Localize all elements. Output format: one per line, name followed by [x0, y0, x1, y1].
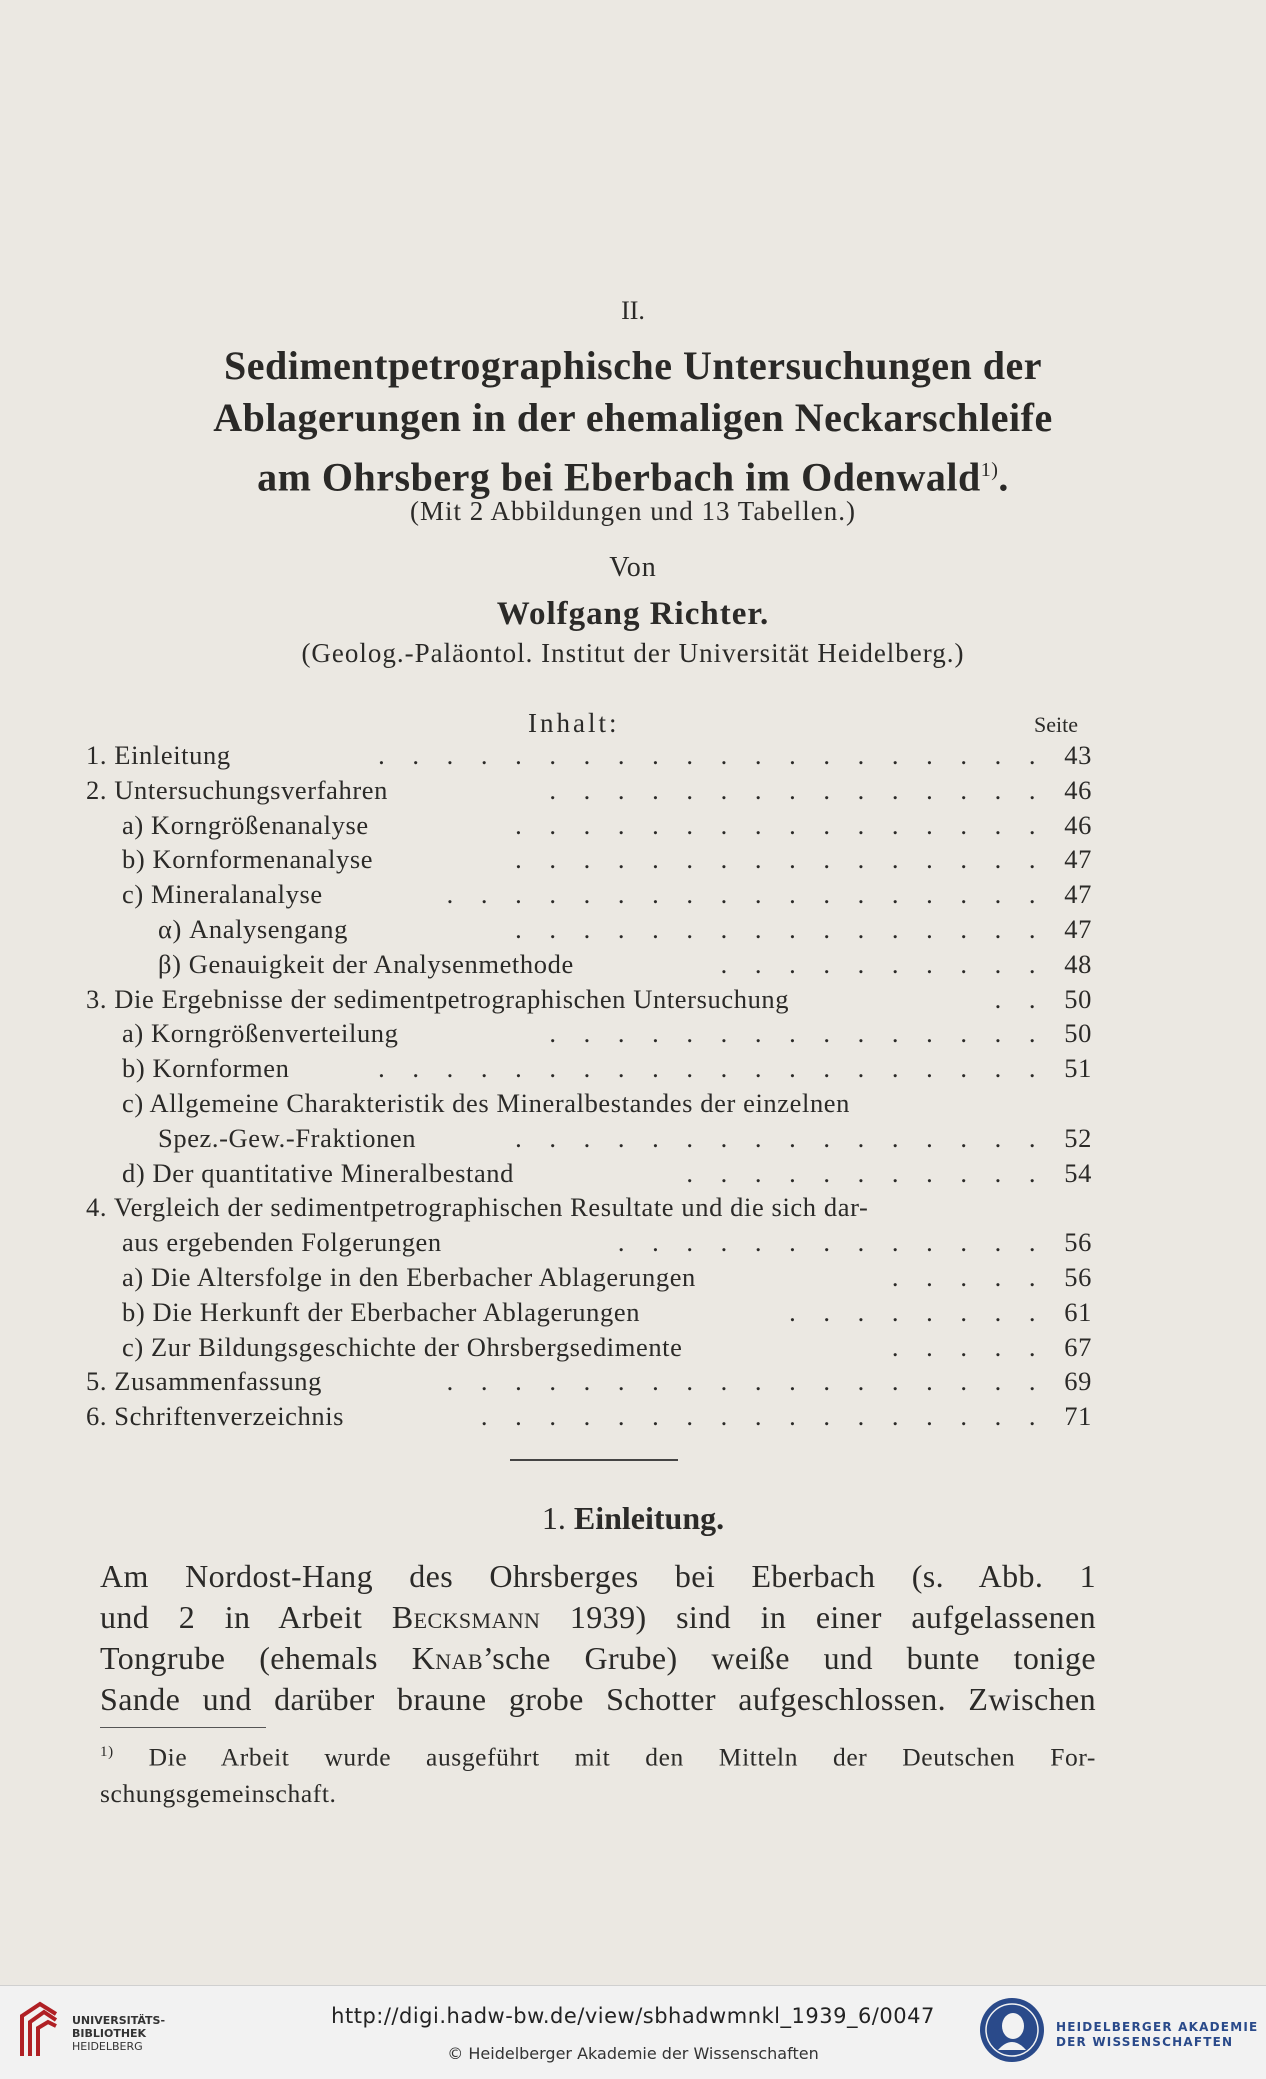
academy-name: [1056, 2020, 1258, 2050]
viewer-footer: [0, 1985, 1266, 2079]
toc-row: [86, 1225, 1092, 1260]
footnote: [100, 1734, 1096, 1812]
toc-entry-label: 5. Zusammenfassung: [86, 1366, 323, 1397]
footnote-rule: [100, 1727, 266, 1728]
section-divider: [510, 1459, 678, 1461]
toc-row: [86, 1016, 1092, 1051]
toc-page-number: 56: [1064, 1227, 1092, 1258]
toc-leader-dots: . . . . .: [891, 1261, 1046, 1292]
toc-entry-label: b) Kornformen: [122, 1053, 290, 1084]
toc-leader-dots: . . . . . . . .: [789, 1296, 1046, 1327]
toc-row: [86, 842, 1092, 877]
toc-entry-label: b) Die Herkunft der Eberbacher Ablagerungen: [122, 1296, 641, 1327]
toc-entry-label: Spez.-Gew.-Fraktionen: [158, 1122, 417, 1153]
toc-row: [86, 1156, 1092, 1191]
part-number: II.: [621, 296, 645, 325]
toc-page-number: 46: [1064, 774, 1092, 805]
toc-row: [86, 1364, 1092, 1399]
toc-entry-label: aus ergebenden Folgerungen: [122, 1227, 442, 1258]
institute: (Geolog.-Paläontol. Institut der Universität Heidelberg.): [301, 638, 965, 668]
toc-leader-dots: . . . . . . . . . .: [720, 948, 1046, 979]
toc-page-number: 46: [1064, 809, 1092, 840]
toc-leader-dots: . . . . . . . . . . . . . . . . . .: [446, 879, 1046, 910]
library-name-line-1: UNIVERSITÄTS-: [72, 2014, 166, 2027]
copyright-notice: © Heidelberger Akademie der Wissenschaften: [447, 2044, 819, 2063]
toc-page-number: 56: [1064, 1261, 1092, 1292]
toc-leader-dots: . . . . . . . . . . . . . . . . .: [480, 1401, 1046, 1432]
footnote-mark: 1): [100, 1744, 114, 1760]
section-number: 1.: [541, 1500, 566, 1536]
toc-page-number: 47: [1064, 879, 1092, 910]
title-line-1: Sedimentpetrographische Untersuchungen der: [223, 343, 1043, 388]
toc-page-number: 69: [1064, 1366, 1092, 1397]
toc-entry-label: 6. Schriftenverzeichnis: [86, 1401, 345, 1432]
toc-page-column-label: Seite: [1034, 712, 1078, 737]
footnote-line-1: [100, 1734, 1096, 1776]
title-line-3: [0, 444, 1266, 503]
body-line: [100, 1556, 1096, 1597]
toc-page-number: 50: [1064, 1018, 1092, 1049]
toc-leader-dots: . .: [994, 983, 1046, 1014]
toc-leader-dots: . . . . . . . . . . . . . . .: [549, 1018, 1046, 1049]
toc-entry-label: b) Kornformenanalyse: [122, 844, 374, 875]
toc-page-number: 54: [1064, 1157, 1092, 1188]
body-text-run: und 2 in Arbeit: [100, 1599, 392, 1635]
toc-row: [86, 912, 1092, 947]
toc-leader-dots: . . . . . . . . . . .: [686, 1157, 1046, 1188]
toc-leader-dots: . . . . .: [891, 1331, 1046, 1362]
academy-name-line-1: HEIDELBERGER AKADEMIE: [1056, 2020, 1259, 2034]
toc-entry-label: c) Allgemeine Charakteristik des Mineralbestandes der einzelnen: [122, 1087, 851, 1118]
footnote-text-1: Die Arbeit wurde ausgeführt mit den Mitteln der Deutschen For-: [148, 1742, 1096, 1772]
toc-entry-label: 3. Die Ergebnisse der sedimentpetrographischen Untersuchung: [86, 983, 790, 1014]
toc-row: [86, 738, 1092, 773]
body-line: [100, 1638, 1096, 1679]
toc-entry-label: β) Genauigkeit der Analysenmethode: [158, 948, 574, 979]
body-line: [100, 1679, 1096, 1720]
toc-leader-dots: . . . . . . . . . . . . .: [617, 1227, 1046, 1258]
toc-row: [86, 1330, 1092, 1365]
toc-entry-label: c) Zur Bildungsgeschichte der Ohrsbergsedimente: [122, 1331, 683, 1362]
toc-row: [86, 1295, 1092, 1330]
toc-page-number: 67: [1064, 1331, 1092, 1362]
title-line-3-text: am Ohrsberg bei Eberbach im Odenwald: [257, 454, 981, 500]
toc-row: [86, 1121, 1092, 1156]
by-line: Von: [609, 552, 657, 583]
title-footnote-mark: 1): [980, 459, 999, 481]
toc-row: [86, 808, 1092, 843]
body-text-run: ’sche Grube) weiße und bunte tonige: [482, 1640, 1097, 1676]
section-title: Einleitung.: [573, 1500, 725, 1536]
body-paragraph: [100, 1556, 1096, 1720]
toc-row: [86, 947, 1092, 982]
subtitle: (Mit 2 Abbildungen und 13 Tabellen.): [409, 496, 857, 526]
toc-heading: Inhalt:: [528, 708, 620, 738]
toc-entry-label: d) Der quantitative Mineralbestand: [122, 1157, 515, 1188]
cited-author-name: Knab: [411, 1640, 483, 1676]
body-text-run: Am Nordost-Hang des Ohrsberges bei Eberbach (s. Abb. 1: [100, 1558, 1096, 1594]
section-heading: [0, 1500, 1266, 1537]
body-text-run: Sande und darüber braune grobe Schotter aufgeschlossen. Zwischen: [100, 1681, 1096, 1717]
toc-page-number: 48: [1064, 948, 1092, 979]
toc-entry-label: a) Korngrößenverteilung: [122, 1018, 399, 1049]
toc-entry-label: 1. Einleitung: [86, 740, 231, 770]
body-text-run: Tongrube (ehemals: [100, 1640, 412, 1676]
toc-page-number: 47: [1064, 913, 1092, 944]
toc-page-number: 52: [1064, 1122, 1092, 1153]
toc-entry-label: a) Korngrößenanalyse: [122, 809, 369, 840]
toc-page-number: 50: [1064, 983, 1092, 1014]
toc-row: [86, 877, 1092, 912]
author-name: Wolfgang Richter.: [496, 596, 770, 632]
toc-leader-dots: . . . . . . . . . . . . . . . . . .: [446, 1366, 1046, 1397]
toc-row: [86, 1086, 1092, 1121]
toc-leader-dots: . . . . . . . . . . . . . . . .: [515, 809, 1046, 840]
toc-entry-label: c) Mineralanalyse: [122, 879, 323, 910]
library-name-line-3: HEIDELBERG: [72, 2040, 143, 2053]
table-of-contents: [86, 738, 1092, 1434]
toc-row: [86, 1399, 1092, 1434]
toc-leader-dots: . . . . . . . . . . . . . . . .: [515, 844, 1046, 875]
body-text-run: 1939) sind in einer aufgelassenen: [540, 1599, 1096, 1635]
toc-leader-dots: . . . . . . . . . . . . . . .: [549, 774, 1046, 805]
footnote-line-2: schungsgemeinschaft.: [100, 1778, 337, 1808]
cited-author-name: Becksmann: [391, 1599, 541, 1635]
toc-leader-dots: . . . . . . . . . . . . . . . . . . . .: [378, 740, 1046, 770]
toc-row: [86, 773, 1092, 808]
toc-page-number: 47: [1064, 844, 1092, 875]
article-title: [0, 340, 1266, 503]
toc-leader-dots: . . . . . . . . . . . . . . . .: [515, 913, 1046, 944]
toc-page-number: 43: [1064, 740, 1092, 770]
library-name-line-2: BIBLIOTHEK: [72, 2027, 147, 2040]
toc-page-number: 71: [1064, 1401, 1092, 1432]
title-end: .: [998, 454, 1009, 500]
toc-entry-label: α) Analysengang: [158, 913, 348, 944]
body-line: [100, 1597, 1096, 1638]
toc-row: [86, 1190, 1092, 1225]
title-line-2: Ablagerungen in der ehemaligen Neckarschleife: [213, 395, 1053, 440]
toc-row: [86, 1051, 1092, 1086]
toc-entry-label: a) Die Altersfolge in den Eberbacher Ablagerungen: [122, 1261, 696, 1292]
toc-row: [86, 1260, 1092, 1295]
toc-page-number: 61: [1064, 1296, 1092, 1327]
toc-row: [86, 982, 1092, 1017]
permalink-url[interactable]: http://digi.hadw-bw.de/view/sbhadwmnkl_1939_6/0047: [331, 2004, 935, 2028]
toc-leader-dots: . . . . . . . . . . . . . . . . . . . .: [378, 1053, 1046, 1084]
toc-leader-dots: . . . . . . . . . . . . . . . .: [515, 1122, 1046, 1153]
academy-name-line-2: DER WISSENSCHAFTEN: [1056, 2035, 1234, 2049]
toc-page-number: 51: [1064, 1053, 1092, 1084]
academy-seal-icon[interactable]: [978, 1996, 1046, 2064]
toc-entry-label: 4. Vergleich der sedimentpetrographischen Resultate und die sich dar-: [86, 1192, 869, 1223]
toc-entry-label: 2. Untersuchungsverfahren: [86, 774, 388, 805]
